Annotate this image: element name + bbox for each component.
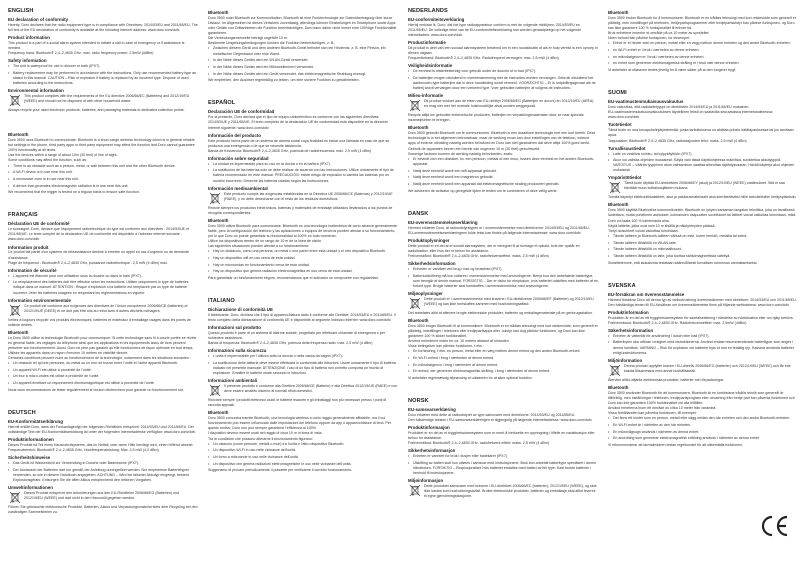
column-4 <box>608 8 798 465</box>
language-section <box>408 8 598 194</box>
bullet-item: • La unidad es impermeable para su uso en la ducha o en la bañera (IPX7). <box>208 162 398 167</box>
section-heading: Environmental information <box>8 88 64 94</box>
section-heading: EU declaration of conformity <box>8 17 69 22</box>
paragraph: Banda de frecuencia: Bluetooth® 2,4–2,4835 GHz, potencia de radiofrecuencia: máx. 2,5 mW (4 dBm) <box>208 148 372 153</box>
bullet-item: • Nabij deze eenheid wordt een magnetron gebruikt. <box>408 175 598 180</box>
bullet-item: • Tämän laitteen lähistöllä on WLAN-laite. <box>608 241 798 246</box>
paragraph: Frequency band: Bluetooth® 2,4–2,4835 GHz, max. radio frequency power: 2.5mW (4dBm) <box>8 51 154 56</box>
paragraph: Återvinn alltid uttjänta elektroniska produkter, batterier och förpackningar. <box>608 377 725 382</box>
bullet-item: • en enhet som genererer elektromagnetisk stråling er i bruk nær denne enheten. <box>608 61 798 66</box>
bullet-list <box>408 349 598 374</box>
bullet-list <box>608 334 798 356</box>
bullet-item: • Enheten är vattentät för användning i dusch eller bad (IPX7). <box>608 334 798 339</box>
environment-text: Ce produit est conforme aux exigences des directives de l'Union européenne 2006/66/CE (batteries) et 2012/19/UE (DEEE) et ne doit pas être mis au rebut avec d'autres déchets ménagers. <box>24 303 188 313</box>
paragraph: Vi anbefaler at utløseren testes jevnlig for å være sikker på at den fungerer trygt. <box>608 68 736 73</box>
bullet-item: • Er bevindt zich een obstakel, bv. een persoon, metaal of een muur, tussen deze eenheid en het andere Bluetooth-apparaat. <box>408 157 598 167</box>
bullet-list <box>208 162 398 184</box>
paragraph: We recommend that the trigger is tested on a regular basis to ensure safe function. <box>8 190 140 195</box>
section-heading: EU-vaatimustenmukaisuusvakuutus <box>608 99 684 105</box>
language-section <box>8 410 198 515</box>
bullet-item: • Un dispositivo Wi-Fi in uso nelle vicinanze dell'unità. <box>208 448 398 453</box>
language-heading: SVENSKA <box>608 282 636 289</box>
bullet-item: • L'appareil est étanche pour une utilisation sous la douche ou dans le bain (IPX7). <box>8 274 198 279</box>
section-heading: Sikkerhetsinformasjon <box>408 448 456 454</box>
section-heading: Déclaration UE de conformité <box>8 221 70 227</box>
bullet-item: • Tämän laitteen lähistöllä on laite, joka tuottaa sähkömagneettista säteilyä. <box>608 254 798 259</box>
bullet-list <box>8 164 198 189</box>
section-heading: Bluetooth <box>608 384 629 390</box>
paragraph: Dit product is deel van een sociaal alarmsysteem bestemd om in een noodsituatie of als er hulp vereist is een oproep in dienen uitgaan. <box>408 46 598 56</box>
paragraph: Para garantizar un funcionamiento seguro, recomendamos que el activador se compruebe con regularidad. <box>208 275 379 280</box>
paragraph: Utilisez les appareils dans un rayon d'environ 10 mètres en visibilité directe. <box>8 350 129 355</box>
language-heading: DEUTSCH <box>8 409 36 416</box>
paragraph: Este producto forma parte de un sistema de alarma social cuya finalidad es iniciar una llamada en caso de que se produzca una emergencia o de que se necesite asistencia. <box>208 138 390 148</box>
section-heading: Bluetooth <box>8 329 29 335</box>
environment-notice <box>8 94 198 108</box>
bullet-item: • Un appareil Wi-Fi est utilisé à proximité de l'unité. <box>8 368 198 373</box>
paragraph: Använd enheterna inom ett område av cirka 10 meter från varandra. <box>608 405 717 410</box>
section-heading: Miljöinformation <box>608 357 643 363</box>
language-section <box>8 132 198 195</box>
bullet-item: • Hay un dispositivo que genera radiación electromagnética en uso cerca de esta unidad. <box>208 269 398 274</box>
paragraph: Certaines conditions peuvent nuire au fonctionnement de la technologie, notamment dans les situations suivantes : <box>8 356 191 360</box>
environment-text: Dieses Produkt entspricht den Anforderungen aus den EU-Richtlinien 2006/66/EG (Batterien) und 2012/19/EU (WEEE) und darf nicht in den Hausmüll gegeben werden. <box>24 490 180 500</box>
paragraph: Frequentieband: Bluetooth® 2,4–2,4835 GHz, Radiofrequent vermogen: max. 2,5 mW (4 dBm) <box>408 56 559 61</box>
section-heading: EU-conformiteitsverklaring <box>408 17 465 22</box>
paragraph: Det anbefales altid at aflevere brugte elektroniske produkter, batterier og emballagemateriale på en genbrugsstation. <box>408 310 593 315</box>
bullet-list <box>408 454 598 476</box>
section-heading: Bluetooth <box>608 202 629 208</box>
language-heading: ESPAÑOL <box>208 100 236 107</box>
environment-notice <box>408 484 598 499</box>
paragraph: Utilice los dispositivos dentro de un rango de 10 m de la línea de visión. <box>208 238 323 243</box>
section-heading: Productinformatie <box>408 40 446 46</box>
bullet-item: • Le remplacement des batteries doit être effectué selon les instructions. Utiliser uniquement le type de batteries indiqué dans ce manuel. ATTENTION : Risque d'explosion si la batterie est remplacée par un type de batterie incorrect. Jeter les batteries usagées en respectant les réglementations en vigueur. <box>8 280 198 295</box>
section-heading: Informazioni sul prodotto <box>208 325 261 331</box>
paragraph: Doro 3500 nutzt Bluetooth zur Kommunikation. Bluetooth ist eine Funktechnologie zur Datenübertragung über kurze Distanz. Im Allgemeinen ist dieses Verfahren zuverlässig, allerdings können Einstellungen im Smartphone sowie Apps oder Geräte von Drittanbietern die Funktion beeinträchtigen. Doro kann daher nicht immer eine 100%ige Funktionalität garantieren. <box>208 15 397 36</box>
bullet-item: • En Wi-Fi-enhet är i närheten av den här enheten. <box>608 423 798 428</box>
bullet-item: • Akun voi vaihtaa ohjeiden mukaisesti. Käytä vain tässä käyttöohjeessa mainittua, suositeltua akkutyyppiä. VAROITUS – Väärän tyyppinen akun vaihtaminen saattaa aiheuttaa räjähdysvaaran. Hävitä käytetyt akut ohjeiden mukaisesti. <box>608 158 798 173</box>
section-heading: Bluetooth <box>208 217 229 223</box>
bullet-item: • Laite on vesitiivis suihku- tai kylpykäyttöön (IPX7). <box>608 152 798 157</box>
bullet-item: • Hay un obstáculo, como una persona, un metal o una pared entre esta unidad y el otro dispositivo Bluetooth. <box>208 249 398 254</box>
environment-notice <box>608 181 798 195</box>
bullet-item: • En Wi-Fi-enhed i brug i nærheden af denne enhed. <box>408 356 598 361</box>
language-section <box>408 211 598 381</box>
paragraph: Il fabbricante, Doro, dichiara che il tipo di apparecchiatura radio è conforme alle Direttive: 2014/53/EU e 2011/65/EU. Il testo completo della dichiarazione di conformità UE è disponibile al seguente indirizzo Internet: www.doro.com/dofc <box>208 312 396 322</box>
section-heading: Milieu-informatie <box>408 93 444 99</box>
paragraph: Sommige factoren kunnen de werking nadelig beïnvloeden, zoals: <box>408 151 513 156</box>
section-heading: Sicherheitshinweise <box>8 455 51 461</box>
bullet-list <box>208 249 398 274</box>
paragraph: Doro 3500 comunica tramite Bluetooth, una tecnologia wireless a corto raggio generalmente affidabile, ma il cui funzionamento può essere influenzato dalle impostazioni del telefono oppure da app o apparecchiature di terzi. Per questo motivo, Doro non può sempre garantirne l'efficienza al 100%. <box>208 416 392 431</box>
bullet-item: • Tämän laitteen ja Bluetooth-laitteen välissä on este, kuten henkilö, metallia tai seinä. <box>608 234 798 239</box>
environment-text: Dit product voldoet aan de eisen van EU-richtlijn 2006/66/EG (Batterijen en accu's) en 2012/19/EU (AEEA) en mag niet met het normale huishoudelijke afval worden weggegooid. <box>424 99 594 109</box>
paragraph: Doro erklærer med dette at radioutstyret av type samsvarer med direktivene: 2014/53/EU og 2011/65/EU. <box>408 412 576 417</box>
paragraph: Noen forhold kan påvirke funksjonen, for eksempel: <box>608 36 690 41</box>
paragraph: Taajuusalue: Bluetooth® 2,4–2,4835 GHz, radiotaajuuden teho: maks. 2,5 mW (4 dBm) <box>608 138 747 143</box>
section-heading: Miljøoplysninger <box>408 290 443 296</box>
paragraph: Suosittelemme, että laukaisinta testataan säännöllisesti turvallisen toiminnan varmistamiseksi. <box>608 260 758 265</box>
bullet-list <box>408 267 598 289</box>
bullet-item: • En mikrovågsugn används i närheten av denna enhet. <box>608 430 798 435</box>
section-heading: Produktinformasjon <box>408 425 450 431</box>
paragraph: Käytä laitteita, jotka ovat noin 10 m sisällä ja näköyhteyden päässä. <box>608 223 716 228</box>
environment-text: Dette produktet samsvarer med kravene i EU-direktivet 2006/66/EC (batterier), 2012/19/EU (WEEE), og skal ikke kastes som husholdningsavfall. Brukte elektroniske produkter, batterier og emballasje skal alltid leveres til egne gjenvinningsstasjoner. <box>424 484 597 499</box>
paragraph: Anvend enhederne inden for ca. 10 meters afstand af hinanden. <box>408 339 510 343</box>
paragraph: Ce produit fait partie d'un système de téléassistance destiné à émettre un appel en cas d'urgence ou de demande d'assistance. <box>8 250 189 260</box>
bullet-item: • Tämän laitteen lähistöllä on mikroaaltouuni. <box>608 247 798 252</box>
section-heading: Información sobre seguridad <box>208 155 269 161</box>
environment-notice <box>208 384 398 398</box>
section-heading: Bluetooth <box>608 10 629 15</box>
paragraph: Hereby, Doro declares that the radio equipment type is in compliance with Directives: 2014/53/EU and 2011/65/EU. The full text of the EU declaration of conformity is available at the following internet address: www.doro.com/dofc <box>8 22 198 32</box>
language-section <box>208 298 398 473</box>
section-heading: Tuotetiedot <box>608 122 632 128</box>
paragraph: Tra le condizioni che possono alterarne il funzionamento figurano: <box>208 436 313 441</box>
section-heading: Bluetooth <box>8 132 29 138</box>
paragraph: This product is a part of a social alarm system intended to initiate a call in case of emergency or if assistance is needed. <box>8 41 185 51</box>
paragraph: Führen Sie gebrauchte elektronische Produkte, Batterien, Akkus und Verpackungsmaterial stets dem Recycling bei den zuständigen Sammelstellen zu. <box>8 504 198 514</box>
section-heading: Bluetooth <box>208 410 229 416</box>
section-heading: Turvallisuustiedot <box>608 145 646 151</box>
paragraph: Frekvensbånd: Bluetooth® 2,4–2,4835 GHz, radiofrekvent effekt: maks. 2,5 mW (4 dBm) <box>408 441 550 446</box>
paragraph: Doro 3500 använder Bluetooth för att kommunicera. Bluetooth är en kortdistans trådlös teknik som generellt är tillförlitlig, men inställningar i telefonen, tredjepartsprogram eller utrustning från tredje part kan påverka funktionen och Doro kan inte garantera 100% funktionalitet vid alla tillfällen. <box>608 390 795 405</box>
section-heading: Information produit <box>8 244 49 250</box>
bullet-list <box>8 461 198 483</box>
crossed-out-wheelie-bin-icon <box>209 384 221 397</box>
column-1 <box>8 8 198 532</box>
paragraph: Doro 3500 uses Bluetooth to communicate. Bluetooth is a short-range wireless technology which is in general reliable but settings in the phone, third party apps or third party equipment may affect the function and Doro cannot guarantee 100% functionality at all times. <box>8 138 195 153</box>
section-heading: Información medioambiental <box>208 185 268 191</box>
bullet-item: • En mikrobølgeovn i brug i nærheden af denne enhed. <box>408 363 598 368</box>
bullet-item: • La sustitución de las baterías solo se debe realizar de acuerdo con las instrucciones. Utilice únicamente el tipo de batería recomendado en este manual. PRECAUCIÓN: existe riesgo de explosión si cambia las baterías por un modelo incorrecto. Deseche las baterías usadas según las instrucciones. <box>208 168 398 183</box>
paragraph: Use the devices within a range of about 10m (30 feet) of line of sight. <box>8 153 118 158</box>
crossed-out-wheelie-bin-icon <box>9 94 21 107</box>
crossed-out-wheelie-bin-icon <box>409 99 421 112</box>
language-section <box>8 212 198 393</box>
section-heading: Säkerhetsinformation <box>608 327 654 333</box>
bullet-item: • There is an obstacle such as a person, metal, or wall between this unit and the other Bluetooth device. <box>8 164 198 169</box>
bullet-item: • Enheden er vandtæt ved brug i bad og brusebad (IPX7). <box>408 267 598 272</box>
environment-text: Denna produkt uppfyller kraven i EU-direktiv 2006/66/EG (batterier) och 2012/19/EU (WEEE) och får inte kastas tillsammans med annat hushållsavfall. <box>624 363 791 373</box>
bullet-item: • Der Austausch der Batterien darf nur gemäß der Anleitung durchgeführt werden. Nur empfohlene Batterietypen verwenden, so wie in diesem Handbuch angegeben. ACHTUNG – Wird ein falscher Akkutyp eingelegt, besteht Explosionsgefahr. Entsorgen Sie die alten Akkus entsprechend den örtlichen Vorgaben. <box>8 468 198 483</box>
paragraph: Doro 3500 gebruikt Bluetooth om te communiceren. Bluetooth is een draadloze technologie met een kort bereik. Deze technologie is in het algemeen betrouwbaar, maar de werking ervan kan door instellingen van de telefoon, externe apps of externe uitrusting nadelig worden beïnvloed en Doro kan niet garanderen dat deze altijd 100% goed werkt. <box>408 131 596 146</box>
paragraph: Dieses Produkt ist Teil eines Hausnotrufsystems, das im Notfall, oder wenn Hilfe benötigt wird, einen Hilferuf absetzt. <box>8 442 194 447</box>
bullet-list <box>608 416 798 441</box>
crossed-out-wheelie-bin-icon <box>609 364 621 377</box>
paragraph: I dispositivi devono essere usati nel raggio di circa 10 m in linea di vista. <box>208 431 323 436</box>
crossed-out-wheelie-bin-icon <box>409 484 421 497</box>
bullet-item: • L'unità è impermeabile per l'utilizzo sotto la doccia o nella vasca da bagno (IPX7). <box>208 354 398 359</box>
section-heading: Informazioni ambientali <box>208 378 258 384</box>
paragraph: Doro 3500 bruger Bluetooth til at kommunikere. Bluetooth er en trådløs teknologi med kort rækkevidde, som generelt er pålidelig, indstillinger i telefonen eller tredjepartsapps eller -udstyr kan dog påvirke funktionen, og Doro kan ikke garantere 100 % sikker funktionalitet. <box>408 323 598 338</box>
bullet-item: • Un dispositivo che genera radiazioni elettromagnetiche in uso nelle vicinanze dell'unità. <box>208 462 398 467</box>
paragraph: EU-overensstemmelseserklæringens fulde tekst kan findes på følgende internetadresse: www.doro.com/dofc <box>408 230 581 235</box>
bullet-item: • In der Nähe dieses Geräts wird ein Gerät verwendet, das elektromagnetische Strahlung erzeugt. <box>208 72 398 77</box>
section-heading: Information de sécurité <box>8 267 57 273</box>
language-section <box>608 283 798 448</box>
bullet-item: • Un appareil émettant un rayonnement électromagnétique est utilisé à proximité de l'unité. <box>8 381 198 386</box>
bullet-item: • Un obstacle tel qu'une personne, du métal ou un mur se trouve entre l'unité et l'autre appareil Bluetooth. <box>8 361 198 366</box>
section-heading: Sikkerhedsinformation <box>408 260 456 266</box>
paragraph: Tietyt olosuhteet voivat vaikuttaa toimintaan: <box>608 228 679 233</box>
paragraph: Doro 3500 käyttää Bluetoothia kommunikointiin. Bluetooth on lyhyen kantaman langaton tekniikka, joka on tavallisesti luotettava, mutta puhelimen asetukset, kolmansien osapuolten sovellukset tai laitteet voivat vaikuttaa toimintaan, mikä Doro voi taata 100 % toiminnasta aina. <box>608 208 796 223</box>
paragraph: Veillez à toujours recycler vos produits électroniques, batteries et matériaux d'emballage usagés dans les points de collecte dédiés. <box>8 317 191 327</box>
bullet-item: • Det finns ett hinder som en person, metall eller vägg mellan den här enheten och den andra Bluetooth-enheten. <box>608 416 798 421</box>
bullet-item: • De eenheid is waterbestendig voor gebruik onder de douche of in bad (IPX7). <box>408 69 598 74</box>
bullet-list <box>408 157 598 187</box>
paragraph: Frekvensbånd: Bluetooth® 2,4–2,4835 GHz, radiofrekvenseffekt: maks. 2,5 mW (4 dBm) <box>408 253 549 258</box>
section-heading: Produktoplysninger <box>408 237 450 243</box>
section-heading: Information environnementale <box>8 297 71 303</box>
paragraph: Die Verbindungsreichweite beträgt ungefähr 10 m. <box>208 36 288 41</box>
section-heading: EU-försäkran om överensstämmelse <box>608 291 685 297</box>
paragraph: Produkten är en del av ett trygghetslarmsystem för samtalsinitiering i händelse av nödsituation eller om hjälp behövs. <box>608 315 794 320</box>
paragraph: Gebruik de apparaten binnen een bereik van ongeveer 10 m (30 feet) gezichtsveld. <box>408 146 541 151</box>
bullet-item: • In der Nähe dieses Geräts wird ein Mikrowellenherd verwendet. <box>208 65 398 70</box>
bullet-list <box>8 361 198 386</box>
paragraph: Las siguientes situaciones pueden afectar a su funcionamiento: <box>208 244 310 249</box>
language-section <box>208 100 398 281</box>
paragraph: Toimita käytetyt elektroniikkalaitteet, akut ja pakkausmateriaalit aina kierrätettäviksi niille tarkoitettuihin keräyspisteisiin. <box>608 195 797 200</box>
section-heading: Miljøinformasjon <box>408 478 444 484</box>
section-heading: EU-Konformitätserklärung <box>8 418 63 424</box>
bullet-item: • De batterijen mogen uitsluitend in overeenstemming met de instructies worden vervangen. Gebruik uitsluitend het aanbevolen type batterijen dat in deze handleiding wordt vermeld. VOORZICHTIG – Er is ontploffingsgevaar als de batterij wordt vervangen door een verkeerd type. Voer gebruikte batterijen af volgens de instructies. <box>408 76 598 91</box>
section-heading: Declaración UE de conformidad <box>208 109 275 115</box>
paragraph: Wir empfehlen, den Auslöser regelmäßig zu testen, um eine sichere Funktion zu gewährleisten. <box>208 78 360 83</box>
section-heading: Veiligheidsinformatie <box>408 63 453 69</box>
paragraph: Bruk enhetene innenfor et område på ca 10 meter av synsfeltet. <box>608 31 710 36</box>
environment-notice <box>408 297 598 311</box>
section-heading: Produktinformation <box>608 309 649 315</box>
bullet-item: • Nabij deze eenheid wordt een wifi-apparaat gebruikt. <box>408 169 598 174</box>
section-heading: Safety information <box>8 58 47 64</box>
bullet-item: • Battery replacement may be performed in accordance with the instructions. Only use recommended battery type as stated in this manual. CAUTION – Risk of explosion if battery is replaced by an incorrect type. Dispose of used batteries according to the instructions. <box>8 71 198 86</box>
section-heading: Bluetooth <box>208 10 229 15</box>
language-heading: NORSK <box>408 398 429 405</box>
paragraph: Tämä tuote on osa turvapuhelinjärjestelmää, jonka tarkoituksena on aloittaa puhelu hätätapauksessa tai jos tarvitaan apua. <box>608 128 794 138</box>
bullet-item: • Un four à micro-ondes est utilisé à proximité de l'unité. <box>8 374 198 379</box>
bullet-item: • La sostituzione delle batterie deve essere effettuata in conformità alle istruzioni. Usare unicamente il tipo di batteria indicato nel presente manuale. ATTENZIONE: l'uso di un tipo di batteria non corretto comporta un rischio di esplosione. Smaltire le batterie usate secondo le istruzioni. <box>208 361 398 376</box>
section-heading: Product information <box>8 35 50 41</box>
section-heading: EU-overensstemmelseserklæring <box>408 219 478 225</box>
bullet-item: • En enhed, der genererer elektromagnetisk stråling, i brug i nærheden af denne enhed. <box>408 369 598 374</box>
section-heading: Umweltinformationen <box>8 485 53 490</box>
paragraph: Den fullstendige teksten i EU-samsvarserklæringen er tilgjengelig på følgende internettadresse: www.doro.com/dofc <box>408 418 592 423</box>
paragraph: We adviseren de activator op geregelde tijden te testen om te controleren of deze veilig werkt. <box>408 188 558 193</box>
environment-notice <box>608 364 798 378</box>
environment-notice <box>208 192 398 206</box>
bullet-item: • A Wi-Fi device is in use near this unit. <box>8 170 198 175</box>
paragraph: Recycle altijd uw gebruikte elektronische producten, batterijen en verpakkingsmaterialen door ze naar speciale inzamelpunten te brengen. <box>408 113 584 123</box>
section-heading: Ympäristötiedot <box>608 175 642 181</box>
paragraph: Frekvensband: Bluetooth® 2,4–2,4835 GHz, Radiofrekvenseffekt: max. 2,5mW (4dBm) <box>608 320 747 325</box>
bullet-item: • Zwischen diesem Gerät und dem anderen Bluetooth-Gerät befindet sich ein Hindernis, z. B. eine Person, ein metallischer Gegenstand oder eine Wand. <box>208 46 398 56</box>
language-section <box>608 10 798 73</box>
bullet-item: • Utskifting av batteri skal kun utføres i samsvar med instruksjonene. Bruk kun anbefalt batteritype spesifisert i denne håndboken. FORSIKTIG – Eksplosjonsfare hvis batteriet erstattes med batteri av feil type. Kast brukte batterier i henhold til instruksjonene. <box>408 461 598 476</box>
bullet-item: • Batteribyten ska utföras i enlighet med instruktionerna. Använd endast rekommenderade batterityper som anges i denna handbok. VARNING – Risk för explosion om batteriet byts ut mot en felaktig typ. Kassera använda batterier enligt instruktionerna. <box>608 340 798 355</box>
crossed-out-wheelie-bin-icon <box>9 491 21 504</box>
paragraph: Some conditions may affect the function, such as: <box>8 158 88 163</box>
paragraph: Always recycle your used electronic products, batteries, and packaging materials to dedicated collection points. <box>8 108 185 113</box>
bullet-item: • Hay un dispositivo wifi en uso cerca de esta unidad. <box>208 256 398 261</box>
bullet-list <box>208 442 398 467</box>
environment-text: Tämä tuote täyttää EU-direktiivien 2006/66/EY (akut) ja 2012/19/EU (WEEE) vaatimukset. Sitä ei saa hävittää muun kotitalousjätteen mukana. <box>624 181 785 191</box>
environment-text: Il presente prodotto è conforme alla Direttiva 2006/66/CE (Batterie) e alla Direttiva 2012/19/UE (RAEE) e non deve essere smaltito insieme ai normali rifiuti domestici. <box>224 384 398 394</box>
paragraph: Plage de fréquence : Bluetooth® 2,4–2,4835 GHz, puissance radioélectrique : 2,5 mW (4 dBm) max. <box>8 260 168 265</box>
bullet-list <box>208 46 398 76</box>
paragraph: Recicle siempre los productos electrónicos, baterías y materiales de embalaje utilizados llevándolos a los puntos de recogida correspondientes. <box>208 205 393 215</box>
paragraph: Visse betingelser kan påvirke funktionen, f.eks.: <box>408 344 484 349</box>
language-heading: SUOMI <box>608 90 627 97</box>
language-heading: DANSK <box>408 210 429 217</box>
language-heading: NEDERLANDS <box>408 8 448 14</box>
bullet-item: • In der Nähe dieses Geräts wird ein WLAN-Gerät verwendet. <box>208 58 398 63</box>
environment-notice <box>8 491 198 505</box>
environment-notice <box>408 99 598 113</box>
bullet-item: • Un ostacolo (come persone, metalli o muri) tra l'unità e l'altro dispositivo Bluetooth. <box>208 442 398 447</box>
crossed-out-wheelie-bin-icon <box>409 297 421 310</box>
bullet-item: • en mikrobølgeovn er i bruk i nærheten av denne enheten. <box>608 55 798 60</box>
language-section <box>208 10 398 83</box>
bullet-item: • En forhindring, f.eks. en person, metal eller en væg mellem denne enhed og den anden Bluetooth-enhed. <box>408 349 598 354</box>
paragraph: Hermed erklærer Doro, at radioudstyrstypen er i overensstemmelse med direktiverne: 2014/53/EU og 2011/65/EU. <box>408 225 590 230</box>
bullet-list <box>608 152 798 174</box>
bullet-item: • Nabij deze eenheid wordt een apparaat dat elektromagnetische straling produceert gebruikt. <box>408 182 598 187</box>
paragraph: Produktet er en del av et trygghetsalarmsystem som er ment å iverksette en oppringning i tilfelle en nødsituasjon eller behov for assistanse. <box>408 431 595 441</box>
section-heading: Información del producto <box>208 132 261 138</box>
bullet-item: • Das Gerät ist Wasserdicht zur Verwendung in Dusche oder Badewanne (IPX7). <box>8 461 198 466</box>
environment-text: Este producto cumple las exigencias establecidas en la Directiva UE 2006/66/CE (Baterías) y 2012/19/UE (RAEE), y no debe desecharse con el resto de los residuos domésticos. <box>224 191 393 201</box>
bullet-list <box>8 274 198 296</box>
paragraph: Vi anbefaler regelmæssig afprøvning af udløseren for at sikre optimal funktion. <box>408 375 533 380</box>
paragraph: Banda di frequenza: Bluetooth® 2,4–2,4835 GHz, potenza della frequenza radio: max. 2,5 mW (4 dBm) <box>208 341 373 346</box>
section-heading: Informazioni sulla sicurezza <box>208 348 267 354</box>
paragraph: Le soussigné, Doro, déclare que l'équipement radioélectrique du type est conforme aux directives : 2014/53/UE et 2011/65/UE. Le texte complet de la déclaration UE de conformité est disponible à l'adresse internet suivante : www.doro.com/dofc <box>8 227 190 242</box>
environment-text: This product complies with the requirements of the EU directive 2006/66/EC (Batteries) and 2012/19/EU (WEEE) and should not be disposed of with other household waste. <box>24 94 190 104</box>
bullet-list <box>408 69 598 91</box>
paragraph: Hierbij verklaar ik, Doro, dat het type radioapparatuur conform is met de volgende richtlijnen: 2014/53/EU en 2011/65/EU. De volledige tekst van de EU-conformiteitsverklaring kan worden geraadpleegd op het volgende internetadres: www.doro.com/dofc <box>408 22 582 38</box>
section-heading: Bluetooth <box>408 317 429 323</box>
bullet-item: • En anordning som genererar elektromagnetisk strålning används i närheten av denna enhet. <box>608 436 798 441</box>
bullet-list <box>208 354 398 376</box>
column-3 <box>408 8 598 516</box>
language-section <box>608 90 798 265</box>
paragraph: EU-vaatimustenmukaisuusvakuutuksen täydellinen teksti on saatavilla seuraavassa internetosoitteessa: www.doro.com/dofc <box>608 110 774 120</box>
bullet-item: • A microwave oven is in use near this unit. <box>8 177 198 182</box>
paragraph: Questo prodotto è parte di un sistema di allarme sociale, progettato per effettuare chiamate di emergenza o per richiedere assistenza. <box>208 330 385 341</box>
environment-text: Dette produkt er i overensstemmelse med kravene i EU-direktiverne 2006/66/EF (Batterier) og 2012/19/EU (WEEE) og kan ikke bortskaffes sammen med husholdningsaffald. <box>424 296 594 306</box>
section-heading: Bluetooth <box>408 125 429 131</box>
bullet-item: • A device that generates electromagnetic radiation is in use near this unit. <box>8 184 198 189</box>
bullet-item: • Enheten er vanntett for bruk i dusjen eller badekaret (IPX7). <box>408 454 598 459</box>
column-2 <box>208 8 398 490</box>
paragraph: Doro vakuuttaa, että radiolaitetyyppi on direktiivien 2014/53/EU ja 2011/65/EU mukainen. <box>608 105 750 110</box>
paragraph: Bestimmte Umgebungsbedingungen können die Funktion beeinträchtigen, z. B.: <box>208 41 336 46</box>
bullet-list <box>608 234 798 259</box>
bullet-item: • Enhet er et hinder som en person, metall eller en vegg mellom denne enheten og den andre Bluetooth-enheten. <box>608 41 798 46</box>
section-heading: Produktinformationen <box>8 437 54 443</box>
paragraph: Hiermit erklärt Doro, dass der Funkanlagentyp der folgenden Richtlinien entspricht: 2014/53/EU und 2011/65/EU. Der vollständige Text der EU-Konformitätserklärung ist unter der folgenden Internetadresse verfügbar: www.doro.com/dofc <box>8 424 196 434</box>
language-heading: ITALIANO <box>208 297 235 304</box>
crossed-out-wheelie-bin-icon <box>609 181 621 194</box>
paragraph: Frequenzbereich: Bluetooth® 2,4–2,4835 GHz, Hochfrequenzleistung: Max. 2,5 mW (4,0 dBm) <box>8 448 159 453</box>
paragraph: Por la presente, Doro declara que el tipo de equipo radioeléctrico es conforme con las siguientes directivas: 2014/53/UE y 2011/65/UE. El texto completo de la declaración UE de conformidad está disponible en la dirección Internet siguiente: www.doro.com/dofc <box>208 115 389 130</box>
language-heading: ENGLISH <box>8 8 34 14</box>
crossed-out-wheelie-bin-icon <box>9 304 21 317</box>
bullet-item: • The unit is waterproof for use in shower or bath (IPX7). <box>8 64 198 69</box>
paragraph: Le Doro 3500 utilise la technologie Bluetooth pour communiquer. Si cette technologie sans fil à courte portée se révèle en général fiable, les réglages du téléphone ainsi que les applications et les équipements issus de tiers peuvent perturber son fonctionnement. Aussi, Doro ne peut pas garantir qu'elle fonctionnera de façon optimale en tout temps. <box>8 335 197 350</box>
language-section <box>8 8 198 113</box>
paragraph: Suggeriamo di provare periodicamente il pulsante per verificarne il corretto funzionamento. <box>208 468 353 473</box>
bullet-item: • Un forno a microonde in uso nelle vicinanze dell'unità. <box>208 455 398 460</box>
paragraph: Vi rekommenderar att larmsändaren testas regelbundet för att säkerställa funktionen. <box>608 442 743 447</box>
bullet-item: • en Wi-Fi-enhet er i bruk i nærheten av denne enheten. <box>608 48 798 53</box>
language-heading: FRANÇAIS <box>8 212 38 219</box>
bullet-item: • Hay un microondas en funcionamiento cerca de esta unidad. <box>208 263 398 268</box>
paragraph: Dette produkt er en del af et socialt alarmsystem, der er beregnet til at foretage et opkald, hvis der opstår en nødsituation, eller hvis der er behov for assistance. <box>408 243 580 253</box>
paragraph: Vissa förhållanden kan påverka funktionen, till exempel: <box>608 411 697 416</box>
ce-mark-icon <box>760 515 790 537</box>
language-section <box>408 398 598 499</box>
paragraph: Doro 3500 bruker Bluetooth for å kommunisere. Bluetooth er en trådløs teknologi med kort rekkevidde som generelt er pålitelig, men innstillinger på telefonen, tredjepartsprogrammer eller tredjepartsutstyr kan påvirke funksjonen, og Doro kan ikke garantere 100 % funksjonalitet til enhver tid. <box>608 15 796 31</box>
bullet-list <box>608 41 798 66</box>
bullet-item: • Batteriudskiftning må kun udføres i overensstemmelse med anvisningerne. Benyt kun den anbefalede batteritype, som fremgår af denne manual. FORSIGTIG – Der er risiko for eksplosion, hvis batteriet udskiftes med batterier af en forkert type. Brugte batterier skal bortskaffes i overensstemmelse med anvisningerne. <box>408 274 598 289</box>
paragraph: Riciclare sempre i prodotti elettronici usati, le batterie esaurite e gli imballaggi non più necessari presso i punti di raccolta appositi. <box>208 398 387 408</box>
section-heading: Dichiarazione di conformità UE <box>208 306 273 312</box>
bullet-list <box>8 64 198 86</box>
paragraph: Doro 3500 utiliza Bluetooth para comunicarse. Bluetooth es una tecnología inalámbrica de corto alcance generalmente fiable, pero la configuración del teléfono y las aplicaciones o equipos de terceros pueden afectar a su funcionamiento, por lo que Doro no puede garantizar su funcionalidad al 100% en todo momento. <box>208 223 397 238</box>
paragraph: Nous vous recommandons de tester régulièrement le bouton déclencheur pour garantir un fonctionnement sûr. <box>8 387 184 392</box>
section-heading: EU-samsvarserklæring <box>408 407 456 413</box>
paragraph: Härmed försäkrar Doro att denna typ av radioutrustning överensstämmer med direktiven: 2014/53/EU och 2011/65/EU. Den fullständiga texten till EU-försäkran om överensstämmelse finns på följande webbadress: www.doro.com/dofc <box>608 297 797 307</box>
crossed-out-wheelie-bin-icon <box>209 192 221 205</box>
environment-notice <box>8 304 198 318</box>
